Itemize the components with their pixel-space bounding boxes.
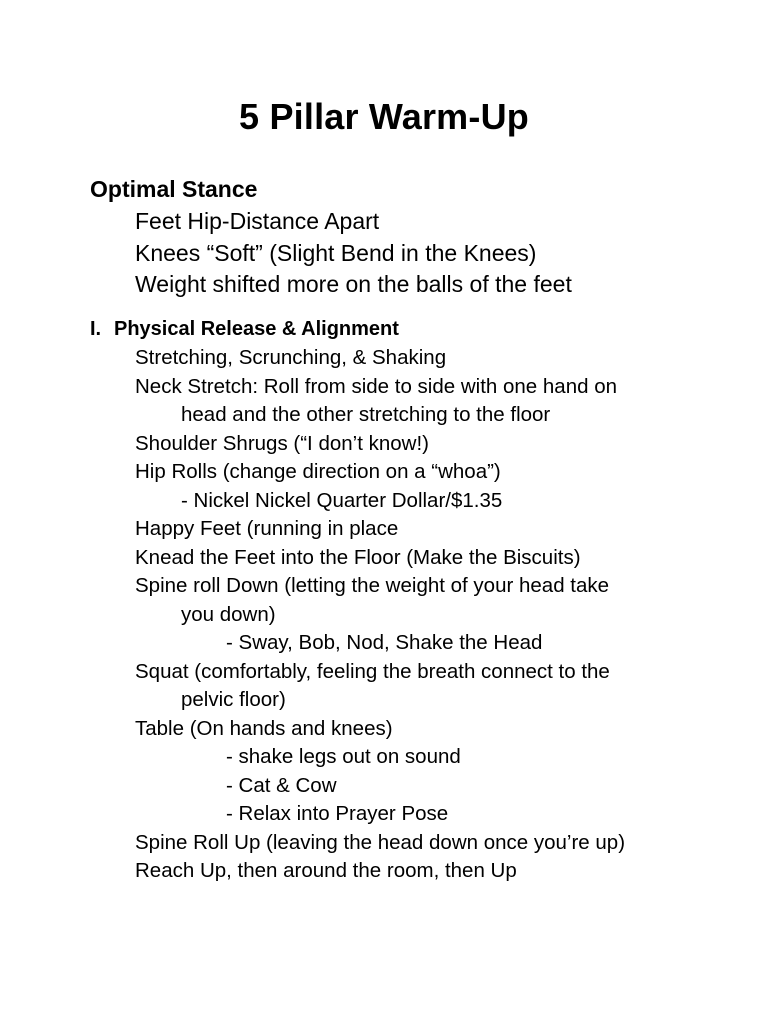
section-heading: [90, 318, 399, 341]
list-item: Squat (comfortably, feeling the breath connect to the: [135, 659, 610, 683]
section-list: [135, 344, 625, 886]
stance-item: Weight shifted more on the balls of the feet: [135, 271, 572, 297]
list-item-continuation: pelvic floor): [181, 688, 286, 711]
list-item: Table (On hands and knees): [135, 716, 393, 740]
list-item: Neck Stretch: Roll from side to side with one hand on: [135, 374, 617, 398]
list-item: Hip Rolls (change direction on a “whoa”): [135, 460, 501, 483]
sub-item: - Cat & Cow: [226, 773, 337, 797]
section-heading-text: Physical Release & Alignment: [114, 318, 399, 340]
list-item: Spine roll Down (letting the weight of your head take: [135, 574, 610, 597]
list-item: Stretching, Scrunching, & Shaking: [135, 346, 447, 369]
page-title: 5 Pillar Warm-Up: [239, 96, 529, 137]
stance-item: Feet Hip-Distance Apart: [135, 208, 380, 234]
stance-list: [135, 206, 572, 301]
section-number: I.: [90, 318, 102, 340]
stance-item: Knees “Soft” (Slight Bend in the Knees): [135, 239, 537, 266]
stance-heading: Optimal Stance: [90, 176, 258, 202]
list-item-continuation: head and the other stretching to the floor: [181, 403, 551, 426]
sub-item: - Sway, Bob, Nod, Shake the Head: [226, 631, 543, 654]
list-item: Happy Feet (running in place: [135, 517, 399, 540]
list-item: Shoulder Shrugs (“I don’t know!): [135, 431, 429, 455]
list-item: Knead the Feet into the Floor (Make the Biscuits): [135, 545, 581, 569]
list-item: Spine Roll Up (leaving the head down once you’re up): [135, 830, 626, 854]
sub-item: - shake legs out on sound: [226, 745, 461, 768]
sub-item: - Nickel Nickel Quarter Dollar/$1.35: [181, 488, 503, 512]
list-item-continuation: you down): [181, 602, 276, 626]
list-item: Reach Up, then around the room, then Up: [135, 859, 517, 882]
sub-item: - Relax into Prayer Pose: [226, 802, 449, 825]
